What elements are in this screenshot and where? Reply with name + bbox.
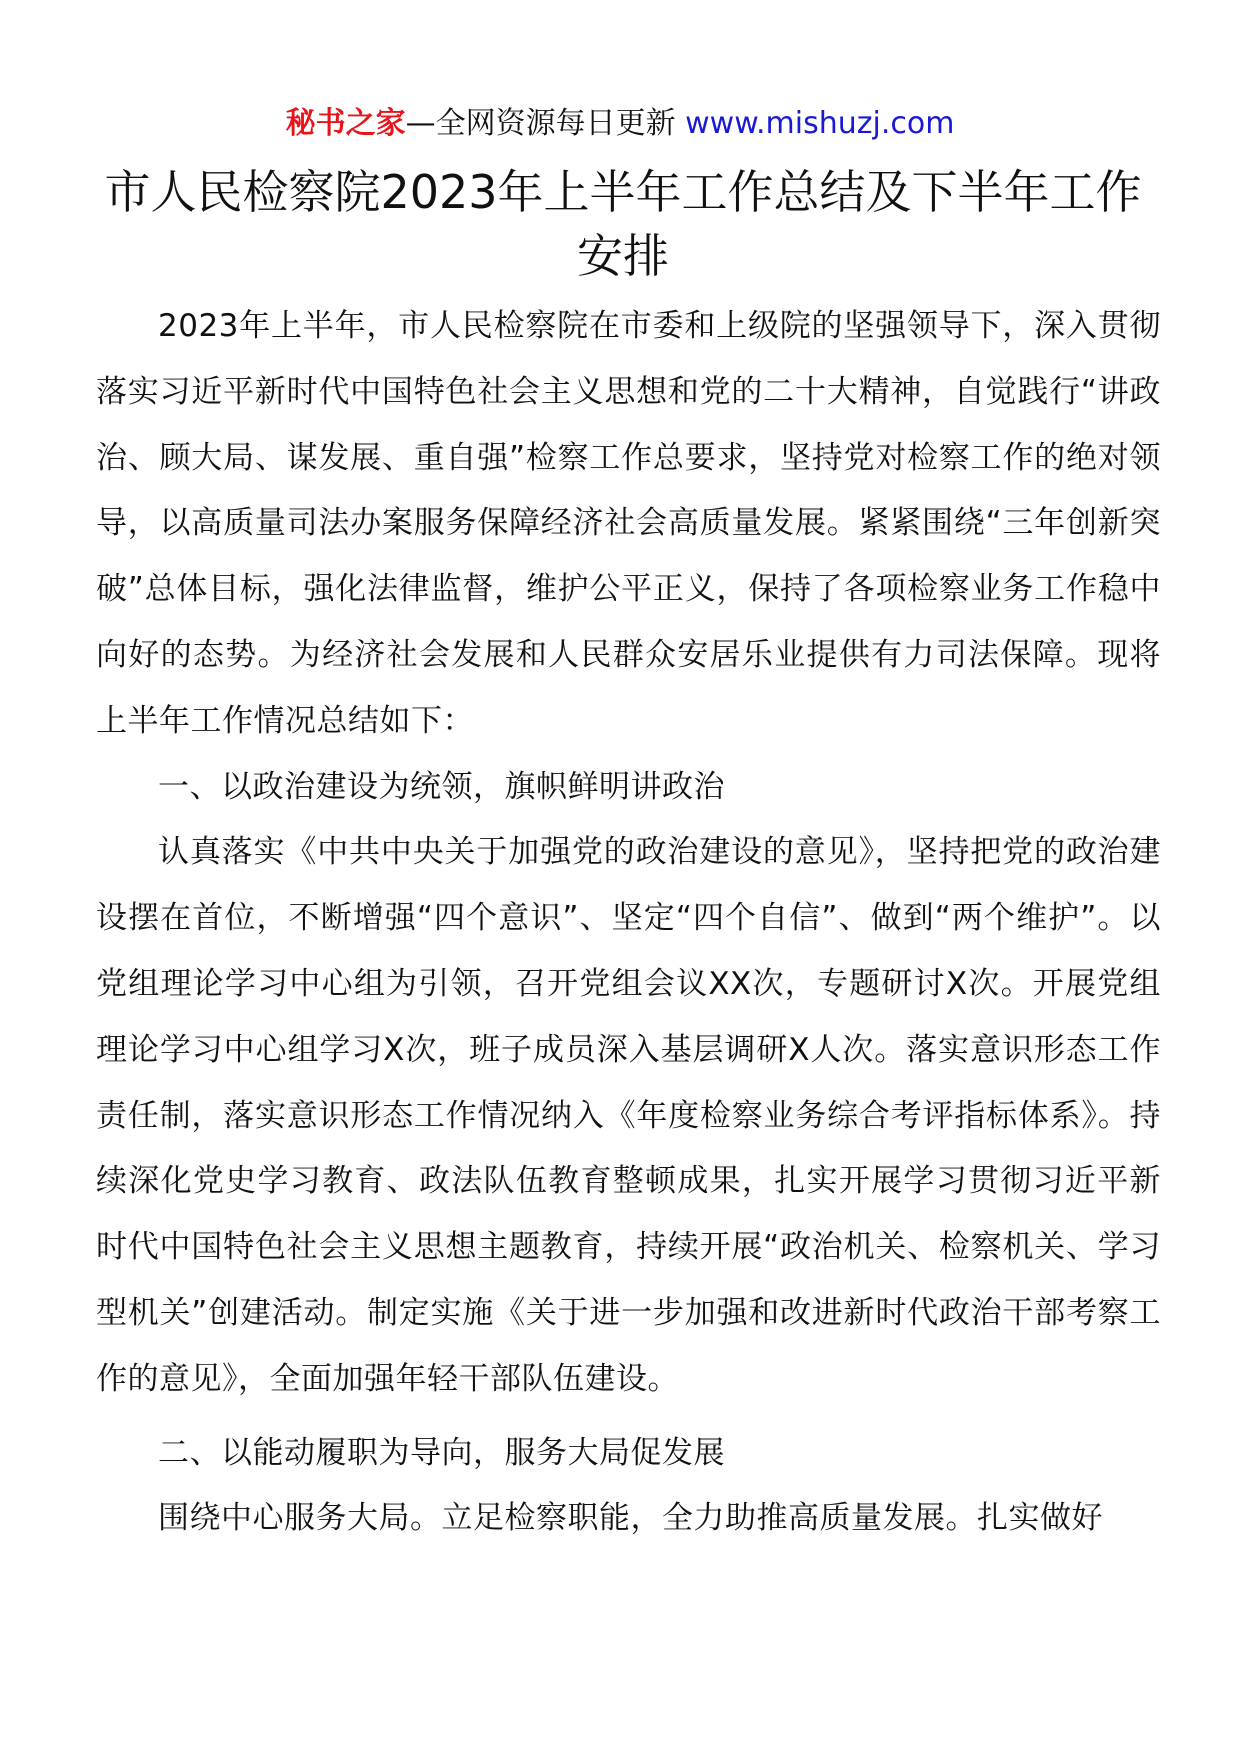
section-heading-1: 一、以政治建设为统领，旗帜鲜明讲政治 <box>158 768 725 805</box>
section-paragraph-2: 围绕中心服务大局。立足检察职能，全力助推高质量发展。扎实做好 <box>158 1500 1103 1537</box>
site-banner <box>0 104 1240 144</box>
section-paragraph-1: 认真落实《中共中央关于加强党的政治建设的意见》，坚持把党的政治建设摆在首位，不断增强“四个意识”、坚定“四个自信”、做到“两个维护”。以党组理论学习中心组为引领，召开党组会议XX次，专题研讨X次。开展党组理论学习中心组学习X次，班子成员深入基层调研X人次。落实意识形态工作责任制，落实意识形态工作情况纳入《年度检察业务综合考评指标体系》。持续深化党史学习教育、政法队伍教育整顿成果，扎实开展学习贯彻习近平新时代中国特色社会主义思想主题教育，持续开展“政治机关、检察机关、学习型机关”创建活动。制定实施《关于进一步加强和改进新时代政治干部考察工作的意见》，全面加强年轻干部队伍建设。 <box>96 834 1161 1397</box>
site-url[interactable]: www.mishuzj.com <box>685 106 955 141</box>
section-gap <box>96 1413 1161 1421</box>
document-body <box>96 294 1161 1552</box>
brand-slogan: —全网资源每日更新 <box>405 106 676 141</box>
brand-name: 秘书之家 <box>285 106 406 141</box>
section-heading-2: 二、以能动履职为导向，服务大局促发展 <box>158 1434 725 1471</box>
document-title: 市人民检察院2023年上半年工作总结及下半年工作安排 <box>104 165 1142 283</box>
intro-paragraph: 2023年上半年，市人民检察院在市委和上级院的坚强领导下，深入贯彻落实习近平新时代中国特色社会主义思想和党的二十大精神，自觉践行“讲政治、顾大局、谋发展、重自强”检察工作总要求，坚持党对检察工作的绝对领导，以高质量司法办案服务保障经济社会高质量发展。紧紧围绕“三年创新突破”总体目标，强化法律监督，维护公平正义，保持了各项检察业务工作稳中向好的态势。为经济社会发展和人民群众安居乐业提供有力司法保障。现将上半年工作情况总结如下： <box>96 308 1161 739</box>
